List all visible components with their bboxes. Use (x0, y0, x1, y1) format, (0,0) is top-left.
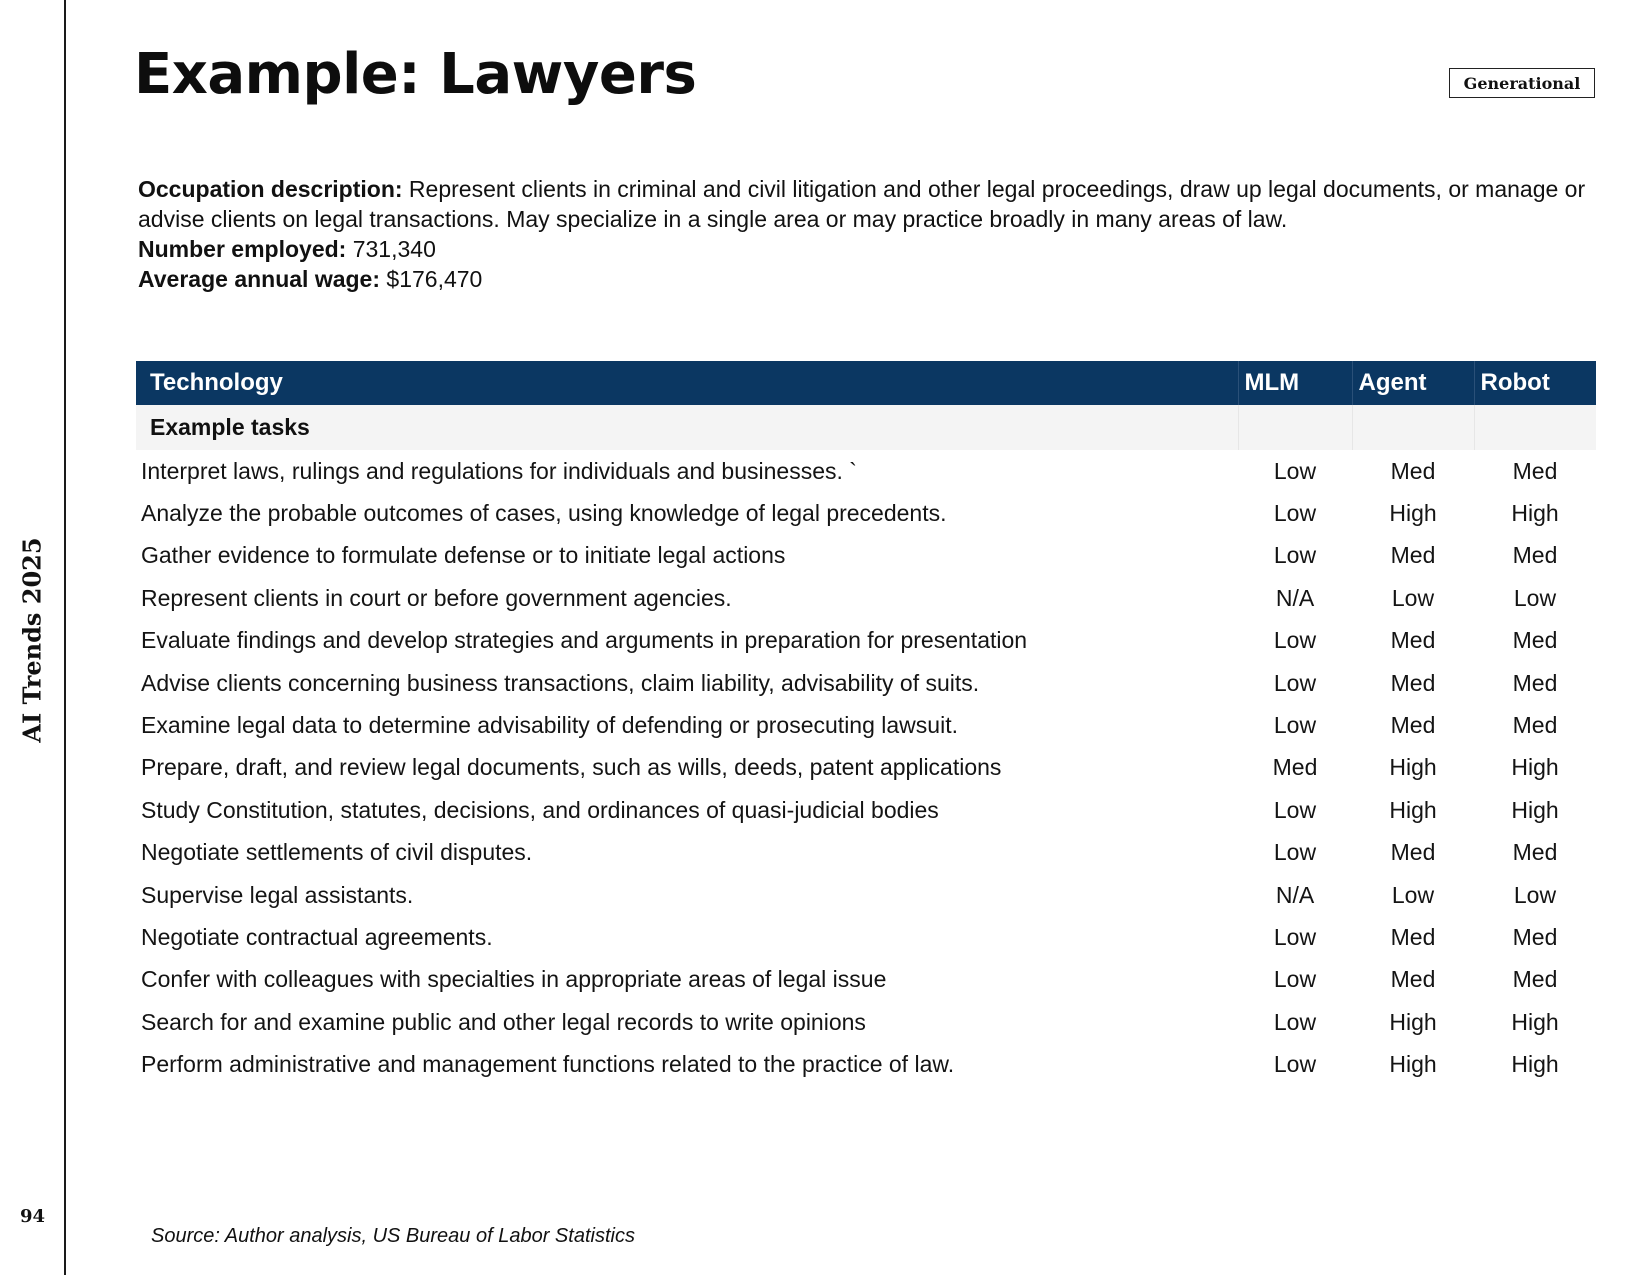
mlm-cell: Low (1273, 1008, 1317, 1035)
mlm-cell: Low (1273, 627, 1317, 654)
column-header-robot: Robot (1474, 361, 1596, 405)
robot-cell: Med (1512, 669, 1558, 696)
task-cell: Negotiate contractual agreements. (141, 923, 493, 950)
task-exposure-table (136, 361, 1596, 1086)
task-cell: Evaluate findings and develop strategies and arguments in preparation for presentation (141, 627, 1028, 654)
employed-label: Number employed: (138, 236, 347, 262)
robot-cell: High (1511, 500, 1559, 527)
table-row (136, 620, 1596, 662)
table-row (136, 874, 1596, 916)
task-cell: Study Constitution, statutes, decisions, and ordinances of quasi-judicial bodies (141, 796, 939, 823)
number-employed (138, 234, 1588, 264)
table-row (136, 789, 1596, 831)
mlm-cell: N/A (1275, 584, 1315, 611)
task-cell: Analyze the probable outcomes of cases, using knowledge of legal precedents. (141, 500, 947, 527)
agent-cell: Med (1390, 627, 1436, 654)
table-row (136, 959, 1596, 1001)
table-row (136, 577, 1596, 619)
category-tag: Generational (1449, 68, 1595, 98)
task-cell: Gather evidence to formulate defense or to initiate legal actions (141, 542, 786, 569)
mlm-cell: Low (1273, 500, 1317, 527)
agent-cell: Med (1390, 839, 1436, 866)
agent-cell: Low (1391, 584, 1435, 611)
mlm-cell: Low (1273, 542, 1317, 569)
agent-cell: Med (1390, 457, 1436, 484)
source-note: Source: Author analysis, US Bureau of Labor Statistics (151, 1225, 635, 1247)
wage-value: $176,470 (380, 266, 483, 292)
task-cell: Prepare, draft, and review legal documents, such as wills, deeds, patent applications (141, 754, 1002, 781)
task-cell: Represent clients in court or before government agencies. (141, 584, 732, 611)
task-cell: Advise clients concerning business transactions, claim liability, advisability of suits. (141, 669, 980, 696)
page-number: 94 (20, 1206, 46, 1227)
sidebar-divider (64, 0, 66, 1275)
page-title: Example: Lawyers (134, 42, 697, 107)
agent-cell: Med (1390, 923, 1436, 950)
agent-cell: High (1389, 796, 1437, 823)
robot-cell: Med (1512, 966, 1558, 993)
task-cell: Negotiate settlements of civil disputes. (141, 839, 533, 866)
table-row (136, 535, 1596, 577)
mlm-cell: N/A (1275, 881, 1315, 908)
robot-cell: High (1511, 1051, 1559, 1078)
average-wage (138, 264, 1588, 294)
agent-cell: Med (1390, 669, 1436, 696)
description-text: Represent clients in criminal and civil litigation and other legal proceedings, draw up legal documents, or manage or advise clients on legal transactions. May specialize in a single area or may practice broadly in many areas of law. (138, 176, 1586, 232)
table-row (136, 916, 1596, 958)
agent-cell: Med (1390, 712, 1436, 739)
robot-cell: High (1511, 1008, 1559, 1035)
agent-cell: High (1389, 500, 1437, 527)
publication-title: AI Trends 2025 (17, 537, 47, 743)
description-label: Occupation description: (138, 176, 403, 202)
mlm-cell: Low (1273, 712, 1317, 739)
mlm-cell: Med (1272, 754, 1318, 781)
occupation-summary (138, 174, 1588, 294)
table-row (136, 450, 1596, 492)
column-header-technology: Technology (136, 361, 1238, 405)
robot-cell: Med (1512, 627, 1558, 654)
table-row (136, 1001, 1596, 1043)
agent-cell: Med (1390, 966, 1436, 993)
task-cell: Search for and examine public and other legal records to write opinions (141, 1008, 866, 1035)
mlm-cell: Low (1273, 1051, 1317, 1078)
task-cell: Supervise legal assistants. (141, 881, 414, 908)
task-cell: Confer with colleagues with specialties in appropriate areas of legal issue (141, 966, 887, 993)
column-header-agent: Agent (1352, 361, 1474, 405)
mlm-cell: Low (1273, 796, 1317, 823)
agent-cell: Low (1391, 881, 1435, 908)
agent-cell: High (1389, 1008, 1437, 1035)
robot-cell: High (1511, 754, 1559, 781)
mlm-cell: Low (1273, 966, 1317, 993)
robot-cell: Med (1512, 923, 1558, 950)
subheader-blank (1238, 405, 1352, 450)
subheader-blank (1474, 405, 1596, 450)
employed-value: 731,340 (346, 236, 436, 262)
table-header-row (136, 361, 1596, 405)
task-cell: Perform administrative and management functions related to the practice of law. (141, 1051, 955, 1078)
occupation-description (138, 174, 1588, 234)
robot-cell: Med (1512, 457, 1558, 484)
mlm-cell: Low (1273, 839, 1317, 866)
robot-cell: Low (1513, 584, 1557, 611)
robot-cell: Med (1512, 712, 1558, 739)
mlm-cell: Low (1273, 923, 1317, 950)
agent-cell: High (1389, 754, 1437, 781)
table-row (136, 662, 1596, 704)
table-row (136, 832, 1596, 874)
task-cell: Interpret laws, rulings and regulations for individuals and businesses. ` (141, 457, 857, 484)
table-row (136, 1043, 1596, 1085)
mlm-cell: Low (1273, 669, 1317, 696)
column-header-mlm: MLM (1238, 361, 1352, 405)
agent-cell: Med (1390, 542, 1436, 569)
robot-cell: Med (1512, 542, 1558, 569)
task-cell: Examine legal data to determine advisability of defending or prosecuting lawsuit. (141, 712, 958, 739)
wage-label: Average annual wage: (138, 266, 381, 292)
table-row (136, 704, 1596, 746)
subheader-blank (1352, 405, 1474, 450)
robot-cell: Low (1513, 881, 1557, 908)
agent-cell: High (1389, 1051, 1437, 1078)
table-subheader-row (136, 405, 1596, 450)
mlm-cell: Low (1273, 457, 1317, 484)
subheader-example-tasks: Example tasks (136, 405, 1238, 450)
table-row (136, 747, 1596, 789)
robot-cell: High (1511, 796, 1559, 823)
table-row (136, 492, 1596, 534)
robot-cell: Med (1512, 839, 1558, 866)
